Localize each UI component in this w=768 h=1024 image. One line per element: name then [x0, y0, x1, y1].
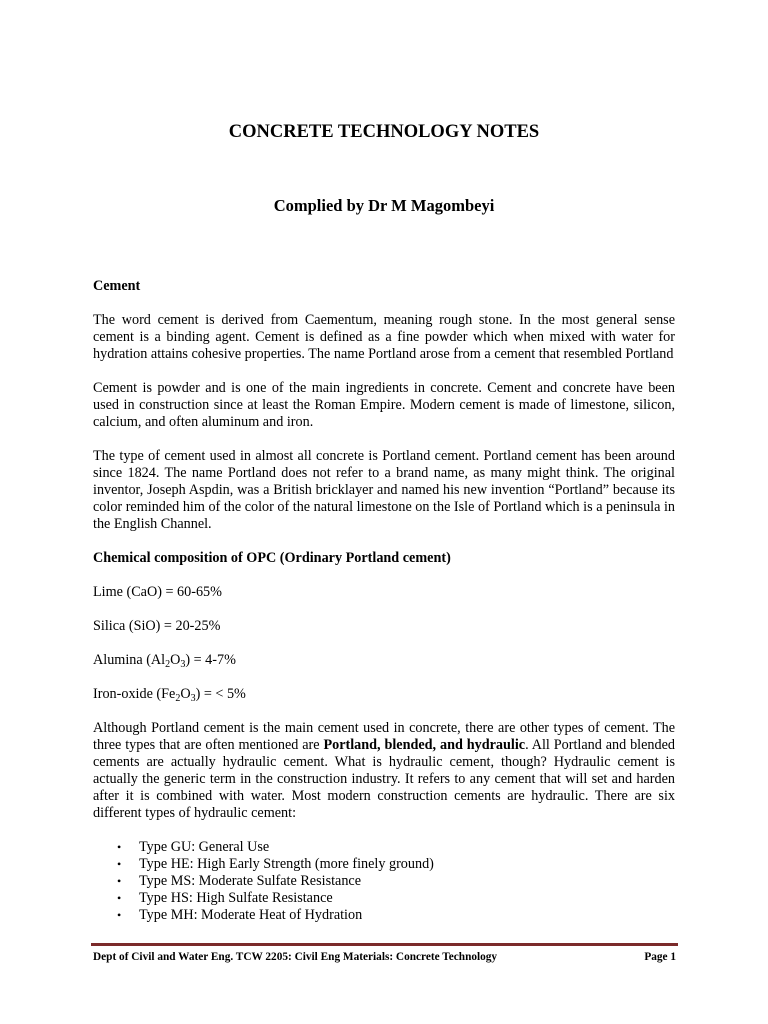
paragraph-hydraulic-cement: Although Portland cement is the main cement used in concrete, there are other types of cement. The three types that are often mentioned are Portland, blended, and hydraulic. All Portland and blended cements are actually hydraulic cement. What is hydraulic cement, though? Hydraulic cement is actually the generic term in the construction industry. It refers to any cement that will set and harden after it is combined with water. Most modern construction cements are hydraulic. There are six different types of hydraulic cement: [93, 720, 675, 821]
composition-lime: Lime (CaO) = 60-65% [93, 584, 222, 600]
composition-silica: Silica (SiO) = 20-25% [93, 618, 221, 634]
list-item: • Type MS: Moderate Sulfate Resistance [117, 873, 362, 889]
paragraph-cement-history: Cement is powder and is one of the main ingredients in concrete. Cement and concrete have been used in construction since at least the Roman Empire. Modern cement is made of limestone, silicon, calcium, and often aluminum and iron. [93, 380, 675, 430]
bullet-icon: • [117, 874, 122, 888]
list-item: • Type HS: High Sulfate Resistance [117, 890, 333, 906]
bullet-icon: • [117, 857, 122, 871]
hydraulic-types-list [93, 839, 675, 924]
bullet-icon: • [117, 840, 122, 854]
paragraph-portland-origin: The type of cement used in almost all concrete is Portland cement. Portland cement has been around since 1824. The name Portland does not refer to a brand name, as many might think. The original inventor, Joseph Aspdin, was a British bricklayer and named his new invention “Portland” because its color reminded him of the color of the natural limestone on the Isle of Portland which is a peninsula in the English Channel. [93, 448, 675, 532]
document-title: CONCRETE TECHNOLOGY NOTES [228, 122, 540, 142]
composition-alumina: Alumina $(Al_2O_3) = 4-7\%$ [93, 652, 236, 670]
document-body [93, 278, 675, 924]
bullet-icon: • [117, 908, 122, 922]
footer-course-info: Dept of Civil and Water Eng. TCW 2205: Civil Eng Materials: Concrete Technology [93, 951, 498, 963]
footer-divider [91, 943, 678, 946]
footer-page-number: Page 1 [644, 951, 676, 963]
emphasis-cement-types: Portland, blended, and hydraulic [323, 737, 526, 753]
list-item: • Type HE: High Early Strength (more finely ground) [117, 856, 434, 872]
list-item: • Type GU: General Use [117, 839, 270, 855]
section-heading-composition: Chemical composition of OPC (Ordinary Portland cement) [93, 550, 451, 566]
bullet-icon: • [117, 891, 122, 905]
composition-iron-oxide: Iron-oxide $(Fe_2O_3)$ = < 5% [93, 686, 246, 704]
document-subtitle: Complied by Dr M Magombeyi [273, 196, 495, 215]
list-item: • Type MH: Moderate Heat of Hydration [117, 907, 363, 923]
section-heading-cement: Cement [93, 278, 141, 294]
paragraph-cement-definition: The word cement is derived from Caementum, meaning rough stone. In the most general sense cement is a binding agent. Cement is defined as a fine powder which when mixed with water for hydration attains cohesive properties. The name Portland arose from a cement that resembled Portland [93, 312, 675, 362]
